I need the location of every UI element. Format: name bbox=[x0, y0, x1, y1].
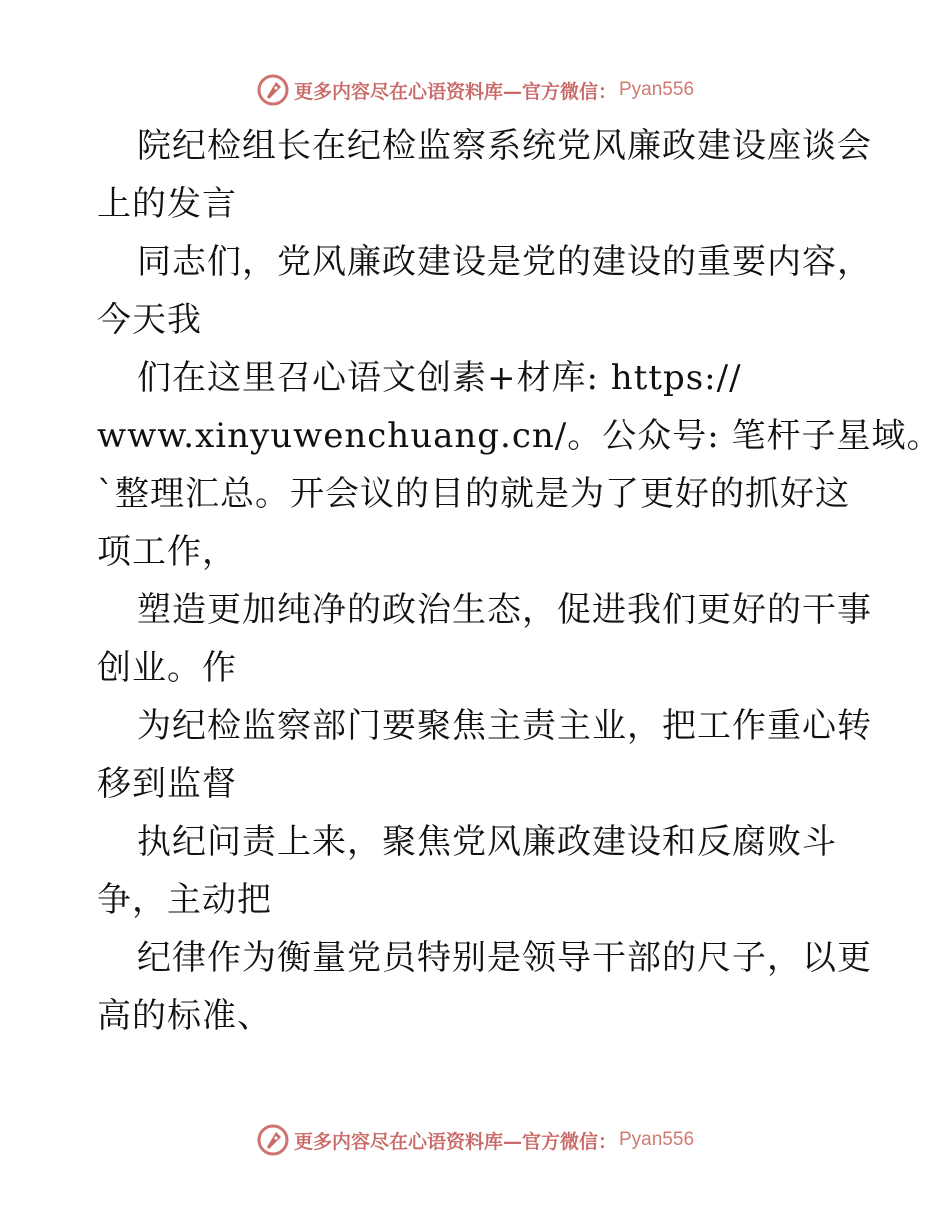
text-line: 上的发言 bbox=[97, 184, 237, 224]
header-banner bbox=[0, 70, 950, 110]
text-line: 执纪问责上来，聚焦党风廉政建设和反腐败斗 bbox=[137, 822, 837, 862]
text-line: 创业。作 bbox=[97, 648, 237, 688]
text-line: 纪律作为衡量党员特别是领导干部的尺子，以更 bbox=[137, 938, 872, 978]
pen-nib-logo-icon bbox=[256, 1123, 290, 1157]
text-line: 院纪检组长在纪检监察系统党风廉政建设座谈会 bbox=[137, 126, 872, 166]
text-line: `整理汇总。开会议的目的就是为了更好的抓好这 bbox=[97, 474, 850, 514]
banner-wechat-id: Pyan556 bbox=[619, 1129, 695, 1150]
text-line: 们在这里召心语文创素+材库: https:// bbox=[137, 358, 742, 398]
text-line: 为纪检监察部门要聚焦主责主业，把工作重心转 bbox=[137, 706, 872, 746]
text-line: 高的标准、 bbox=[97, 996, 272, 1036]
footer-banner bbox=[0, 1120, 950, 1160]
banner-text: 更多内容尽在心语资料库—官方微信： bbox=[293, 1130, 617, 1153]
text-line: 塑造更加纯净的政治生态，促进我们更好的干事 bbox=[137, 590, 872, 630]
text-line: 移到监督 bbox=[97, 764, 237, 804]
text-line: 同志们，党风廉政建设是党的建设的重要内容， bbox=[137, 242, 872, 282]
text-line: 项工作， bbox=[97, 532, 237, 572]
text-line: 今天我 bbox=[97, 300, 202, 340]
pen-nib-logo-icon bbox=[256, 73, 290, 107]
text-line: www.xinyuwenchuang.cn/。公众号: 笔杆子星域。 bbox=[97, 416, 942, 456]
banner-wechat-id: Pyan556 bbox=[619, 79, 695, 100]
text-line: 争，主动把 bbox=[97, 880, 272, 920]
document-body bbox=[97, 117, 942, 1045]
banner-text: 更多内容尽在心语资料库—官方微信： bbox=[293, 80, 617, 103]
